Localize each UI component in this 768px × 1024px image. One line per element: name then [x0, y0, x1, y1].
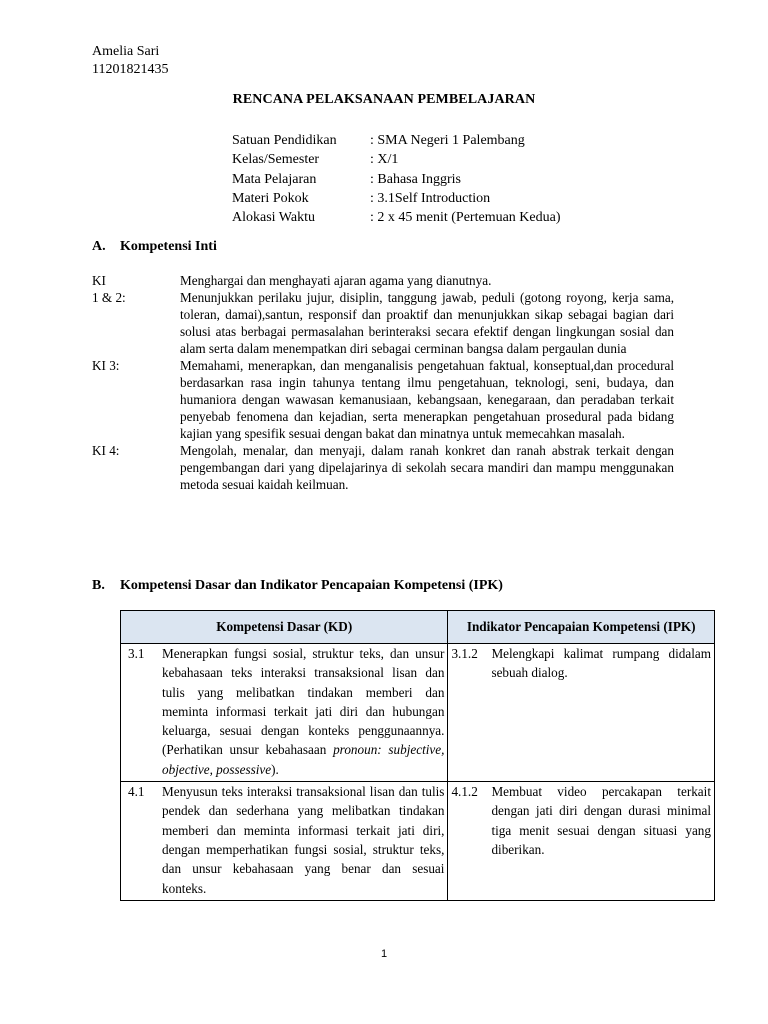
ki-item [92, 272, 674, 357]
author-block [92, 43, 168, 79]
ipk-text: Melengkapi kalimat rumpang didalam sebuah dialog. [491, 646, 711, 681]
kd-text: Menyusun teks interaksi transaksional lisan dan tulis pendek dan sederhana yang melibatkan tindakan memberi dan meminta informasi terkait jati diri, dengan memperhatikan fungsi sosial, struktur teks, dan unsur kebahasaan yang benar dan sesuai konteks. [162, 784, 445, 896]
ipk-cell [448, 782, 715, 901]
ki-text [180, 272, 674, 357]
author-name: Amelia Sari [92, 44, 160, 59]
kd-number: 4.1 [128, 784, 145, 800]
ki-label-line: KI [92, 273, 106, 288]
section-b-letter: B. [92, 578, 105, 593]
ki-text-line: Menghargai dan menghayati ajaran agama yang dianutnya. [180, 273, 492, 288]
kd-ipk-table [120, 610, 715, 901]
ki-text: Mengolah, menalar, dan menyaji, dalam ranah konkret dan ranah abstrak terkait dengan pengembangan dari yang dipelajarinya di sekolah secara mandiri dan mampu menggunakan metoda sesuai kaidah keilmuan. [180, 443, 674, 492]
meta-row [232, 189, 561, 208]
meta-row [232, 170, 561, 189]
meta-key: Satuan Pendidikan [232, 133, 337, 148]
kd-cell [121, 644, 448, 782]
meta-row [232, 150, 561, 169]
ipk-number: 3.1.2 [451, 646, 478, 661]
ipk-number: 4.1.2 [451, 784, 478, 800]
meta-value: : 3.1Self Introduction [370, 190, 491, 206]
table-row [121, 644, 715, 782]
meta-key: Kelas/Semester [232, 152, 320, 168]
section-a-letter: A. [92, 239, 106, 254]
meta-key: Alokasi Waktu [232, 210, 315, 226]
kd-text-tail: ). [271, 761, 279, 777]
ki-text-paragraph: Menunjukkan perilaku jujur, disiplin, tanggung jawab, peduli (gotong royong, kerja sama, toleran, damai),santun, responsif dan proaktif dan menunjukkan sikap sebagai bagian dari solusi atas berbagai permasalahan berinteraksi secara efektif dengan lingkungan sosial dan alam serta dalam menempatkan diri sebagai cerminan bangsa dalam pergaulan dunia [180, 290, 674, 356]
section-b-title: Kompetensi Dasar dan Indikator Pencapaian Kompetensi (IPK) [120, 578, 503, 593]
meta-row [232, 208, 561, 227]
kd-text [162, 644, 444, 779]
meta-value: : 2 x 45 menit (Pertemuan Kedua) [370, 210, 561, 226]
ipk-text: Membuat video percakapan terkait dengan jati diri dengan durasi minimal tiga menit sesuai dengan situasi yang diberikan. [491, 784, 711, 857]
section-b-heading [92, 578, 503, 594]
kompetensi-inti-list [92, 272, 674, 493]
page-number: 1 [380, 948, 388, 960]
kd-cell [121, 782, 448, 901]
ki-label: KI 3: [92, 358, 120, 373]
meta-key: Materi Pokok [232, 190, 309, 206]
table-row [121, 782, 715, 901]
meta-row [232, 131, 561, 150]
section-a-title: Kompetensi Inti [120, 239, 217, 254]
table-header-ipk: Indikator Pencapaian Kompetensi (IPK) [448, 611, 715, 644]
ki-label [92, 272, 180, 357]
kd-text-main: Menerapkan fungsi sosial, struktur teks, dan unsur kebahasaan teks interaksi transaksional lisan dan tulis yang melibatkan tindakan memberi dan meminta informasi terkait jati diri dan hubungan keluarga, sesuai dengan konteks penggunaannya. (Perhatikan unsur kebahasaan [162, 646, 445, 758]
ki-label-line: 1 & 2: [92, 290, 126, 305]
meta-value: : Bahasa Inggris [370, 171, 461, 187]
ki-item [92, 357, 674, 442]
ki-item [92, 442, 674, 493]
kd-number: 3.1 [128, 646, 145, 661]
section-a-heading [92, 239, 217, 255]
meta-key: Mata Pelajaran [232, 171, 317, 187]
ki-label: KI 4: [92, 443, 120, 458]
kd-text-italic: pronoun: subjective, objective, possessive [162, 742, 445, 777]
table-header-row [121, 611, 715, 644]
ki-text: Memahami, menerapkan, dan menganalisis pengetahuan faktual, konseptual,dan procedural berdasarkan rasa ingin tahunya tentang ilmu pengetahuan, teknologi, seni, budaya, dan humaniora dengan wawasan kemanusiaan, kebangsaan, kenegaraan, dan peradaban terkait penyebab fenomena dan kejadian, serta menerapkan pengetahuan prosedural pada bidang kajian yang spesifik sesuai dengan bakat dan minatnya untuk memecahkan masalah. [180, 358, 674, 441]
document-title: RENCANA PELAKSANAAN PEMBELAJARAN [232, 92, 536, 107]
table-header-kd: Kompetensi Dasar (KD) [121, 611, 448, 644]
author-id: 11201821435 [92, 62, 169, 77]
meta-value: : X/1 [370, 152, 399, 168]
meta-info [232, 131, 561, 227]
ipk-cell [448, 644, 715, 782]
meta-value: : SMA Negeri 1 Palembang [370, 133, 525, 148]
